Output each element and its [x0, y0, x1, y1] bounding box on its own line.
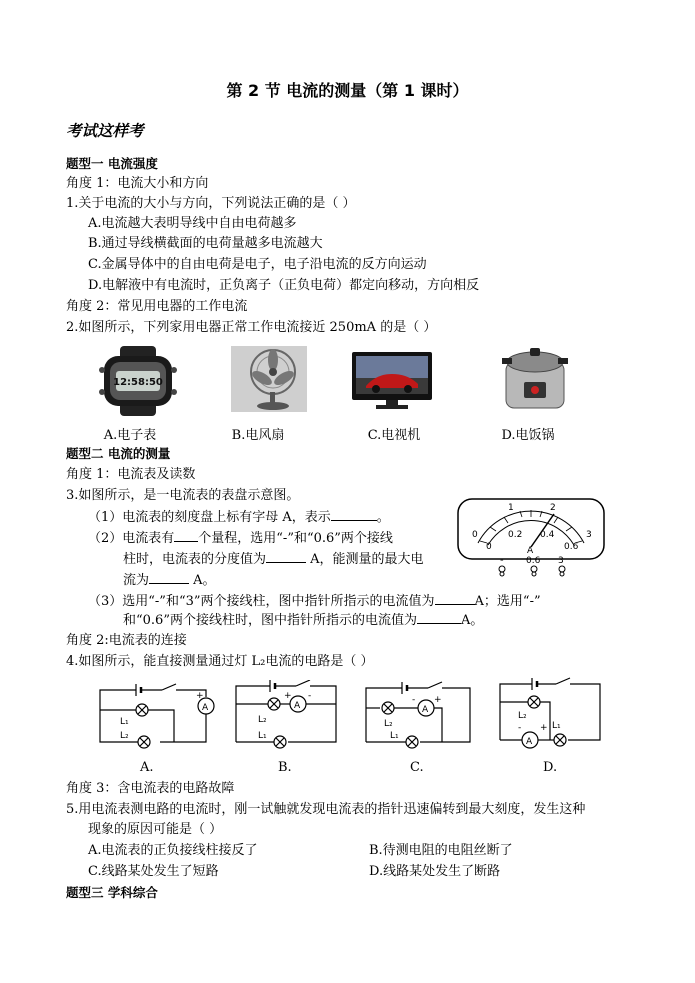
circuit-c: [362, 680, 477, 755]
dial-outer-2: 2: [550, 503, 556, 513]
q1-option-b: B.通过导线横截面的电荷量越多电流越大: [88, 236, 323, 251]
q2-caption-a: A.电子表: [103, 428, 157, 443]
circuit-b: [232, 680, 342, 755]
dial-inner-3: 0.6: [564, 542, 579, 552]
circuit-c-plus: +: [434, 695, 442, 705]
q3-stem: 3.如图所示，是一电流表的表盘示意图。: [66, 488, 300, 503]
q1-option-c: C.金属导体中的自由电荷是电子，电子沿电流的反方向运动: [88, 257, 427, 272]
circuit-d-plus: +: [540, 723, 548, 733]
type-heading-3: 题型三 学科综合: [66, 885, 158, 900]
electric-fan-image: [231, 346, 307, 412]
circuit-d-l1: L₁: [552, 721, 561, 731]
q5-option-c: C.线路某处发生了短路: [88, 864, 219, 879]
q5-option-a: A.电流表的正负接线柱接反了: [88, 843, 258, 858]
angle-5-heading: 角度 3：含电流表的电路故障: [66, 781, 235, 796]
terminal-06: 0.6: [526, 556, 541, 566]
type-heading-1: 题型一 电流强度: [66, 156, 158, 171]
q1-option-a: A.电流越大表明导线中自由电荷越多: [88, 216, 297, 231]
q1-stem: 1.关于电流的大小与方向，下列说法正确的是（ ）: [66, 196, 356, 211]
circuit-b-plus: +: [284, 691, 292, 701]
circuit-c-minus: -: [412, 695, 416, 705]
watch-digits: 12:58:50: [113, 377, 163, 388]
angle-4-heading: 角度 2:电流表的连接: [66, 633, 187, 648]
q3-part-3-line-1: （3）选用“-”和“3”两个接线柱，图中指针所指示的电流值为 A；选用“-”: [88, 594, 541, 609]
q3-part-2-line-1: （2）电流表有 个量程，选用“-”和“0.6”两个接线: [88, 531, 393, 546]
q5-option-d: D.线路某处发生了断路: [369, 864, 501, 879]
page-title: 第 2 节 电流的测量（第 1 课时）: [226, 81, 469, 100]
circuit-b-ammeter: A: [294, 701, 301, 711]
terminal-minus: -: [500, 555, 504, 566]
circuit-c-ammeter: A: [422, 705, 429, 715]
circuit-d-minus: -: [518, 723, 522, 733]
q3-part-3-line-2: 和“0.6”两个接线柱时，图中指针所指示的电流值为 A。: [123, 613, 484, 628]
circuit-b-minus: -: [308, 691, 312, 701]
ammeter-dial: [456, 497, 606, 577]
q3-part-2-line-2: 柱时，电流表的分度值为 A，能测量的最大电: [123, 552, 424, 567]
type-heading-2: 题型二 电流的测量: [66, 446, 171, 461]
q4-caption-c: C.: [410, 760, 424, 775]
circuit-a-ammeter: A: [202, 703, 209, 713]
q4-caption-d: D.: [543, 760, 558, 775]
dial-inner-0: 0: [486, 542, 492, 552]
terminal-3: 3: [558, 556, 564, 566]
q2-caption-c: C.电视机: [367, 428, 421, 443]
circuit-a-plus: +: [196, 691, 204, 701]
dial-outer-0: 0: [472, 530, 478, 540]
q4-caption-a: A.: [140, 760, 154, 775]
q3-part-1: （1）电流表的刻度盘上标有字母 A，表示 。: [88, 510, 390, 525]
circuit-a-l1: L₁: [120, 717, 129, 727]
q2-stem: 2.如图所示，下列家用电器正常工作电流接近 250mA 的是（ ）: [66, 320, 437, 335]
circuit-a: [96, 680, 216, 755]
circuit-c-l2: L₂: [384, 719, 393, 729]
q2-caption-b: B.电风扇: [231, 428, 285, 443]
circuit-b-l2: L₂: [258, 715, 267, 725]
q4-stem: 4.如图所示，能直接测量通过灯 L₂电流的电路是（ ）: [66, 654, 374, 669]
angle-1-heading: 角度 1：电流大小和方向: [66, 176, 209, 191]
dial-inner-1: 0.2: [508, 530, 523, 540]
circuit-c-l1: L₁: [390, 731, 399, 741]
q2-caption-d: D.电饭锅: [501, 428, 555, 443]
q4-caption-b: B.: [278, 760, 292, 775]
q1-option-d: D.电解液中有电流时，正负离子（正负电荷）都定向移动，方向相反: [88, 278, 480, 293]
electronic-watch-image: [98, 346, 178, 416]
television-image: [352, 352, 432, 410]
dial-inner-2: 0.4: [540, 530, 555, 540]
circuit-d: [496, 674, 606, 756]
section-heading: 考试这样考: [66, 121, 144, 140]
dial-unit: A: [527, 546, 534, 556]
angle-2-heading: 角度 2：常见用电器的工作电流: [66, 299, 248, 314]
q5-stem-line-1: 5.用电流表测电路的电流时，刚一试触就发现电流表的指针迅速偏转到最大刻度，发生这种: [66, 802, 586, 817]
rice-cooker-image: [502, 348, 568, 412]
angle-3-heading: 角度 1：电流表及读数: [66, 467, 196, 482]
circuit-a-l2: L₂: [120, 731, 129, 741]
q3-part-2-line-3: 流为 A。: [123, 573, 216, 588]
dial-outer-3: 3: [586, 530, 592, 540]
q5-option-b: B.待测电阻的电阻丝断了: [369, 843, 513, 858]
circuit-d-ammeter: A: [526, 737, 533, 747]
circuit-b-l1: L₁: [258, 731, 267, 741]
circuit-d-l2: L₂: [518, 711, 527, 721]
q5-stem-line-2: 现象的原因可能是（ ）: [88, 822, 223, 837]
dial-outer-1: 1: [508, 503, 514, 513]
